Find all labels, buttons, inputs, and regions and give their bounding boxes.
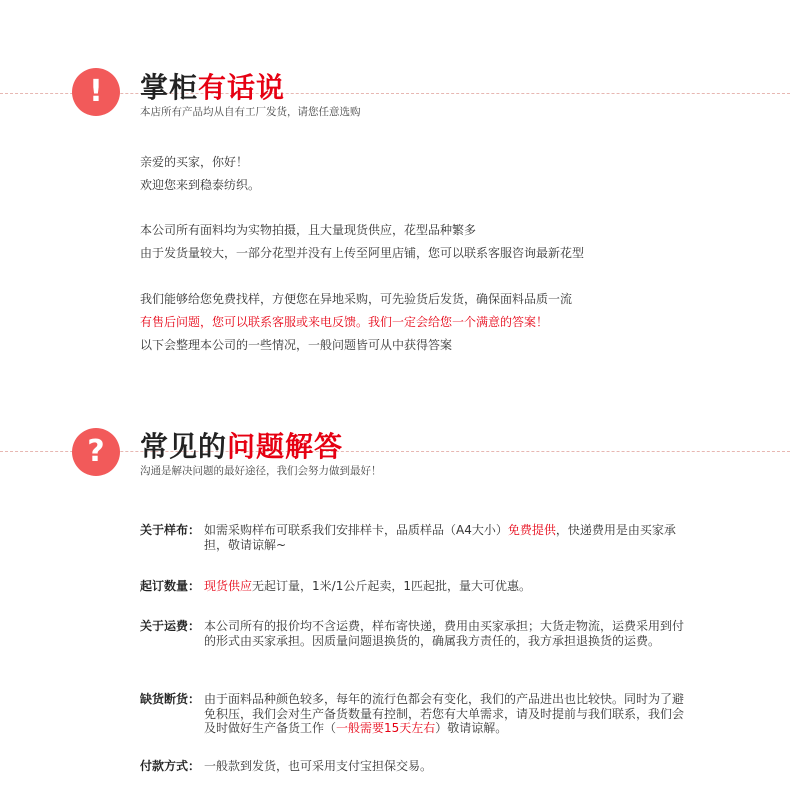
welcome-text: 欢迎您来到稳泰纺织。 [140,178,261,192]
faq-item-shipping [140,619,695,648]
faq-item-payment [140,759,695,774]
faq-key: 付款方式： [140,759,201,773]
faq-item-stock [140,692,695,736]
faq-key: 起订数量： [140,579,201,593]
faq-key: 关于运费： [140,619,201,633]
faq-key: 关于样布： [140,523,201,537]
intro-line-2: 由于发货量较大，一部分花型并没有上传至阿里店铺，您可以联系客服咨询最新花型 [140,246,585,260]
faq-item-samples [140,523,695,552]
question-icon: ? [72,428,120,476]
section-title [140,66,285,106]
section-title-plain: 常见的 [140,430,228,463]
intro-line-1: 本公司所有面料均为实物拍摄，且大量现货供应，花型品种繁多 [140,223,477,237]
intro-line-5: 以下会整理本公司的一些情况，一般问题皆可从中获得答案 [140,338,453,352]
section-title-accent: 问题解答 [227,430,344,463]
faq-item-min-order [140,579,695,594]
faq-answer: 现货供应无起订量，1米/1公斤起卖，1匹起批，量大可优惠。 [204,579,531,593]
section-subtitle: 沟通是解决问题的最好途径，我们会努力做到最好！ [140,465,382,477]
exclamation-icon: ! [72,68,120,116]
section-title-plain: 掌柜 [140,71,199,104]
section-title [140,425,343,465]
faq-answer: 如需采购样布可联系我们安排样卡，品质样品（A4大小）免费提供，快递费用是由买家承担，敬请谅解~ [204,523,676,552]
faq-key: 缺货断货： [140,692,201,706]
faq-answer: 一般款到发货，也可采用支付宝担保交易。 [204,759,433,773]
intro-line-3: 我们能够给您免费找样，方便您在异地采购，可先验货后发货，确保面料品质一流 [140,292,573,306]
after-sales-notice: 有售后问题，您可以联系客服或来电反馈。我们一定会给您一个满意的答案！ [140,315,549,329]
section-subtitle: 本店所有产品均从自有工厂发货，请您任意选购 [140,106,361,118]
faq-answer: 本公司所有的报价均不含运费，样布寄快递，费用由买家承担；大货走物流，运费采用到付的形式由买家承担。因质量问题退换货的，确属我方责任的，我方承担退换货的运费。 [204,619,685,648]
faq-answer: 由于面料品种颜色较多，每年的流行色都会有变化，我们的产品进出也比较快。同时为了避免积压，我们会对生产备货数量有控制，若您有大单需求，请及时提前与我们联系，我们会及时做好生产备货工作（一般需要15天左右）敬请谅解。 [204,692,685,735]
section-title-accent: 有话说 [198,71,286,104]
greeting-text: 亲爱的买家，你好！ [140,155,249,169]
